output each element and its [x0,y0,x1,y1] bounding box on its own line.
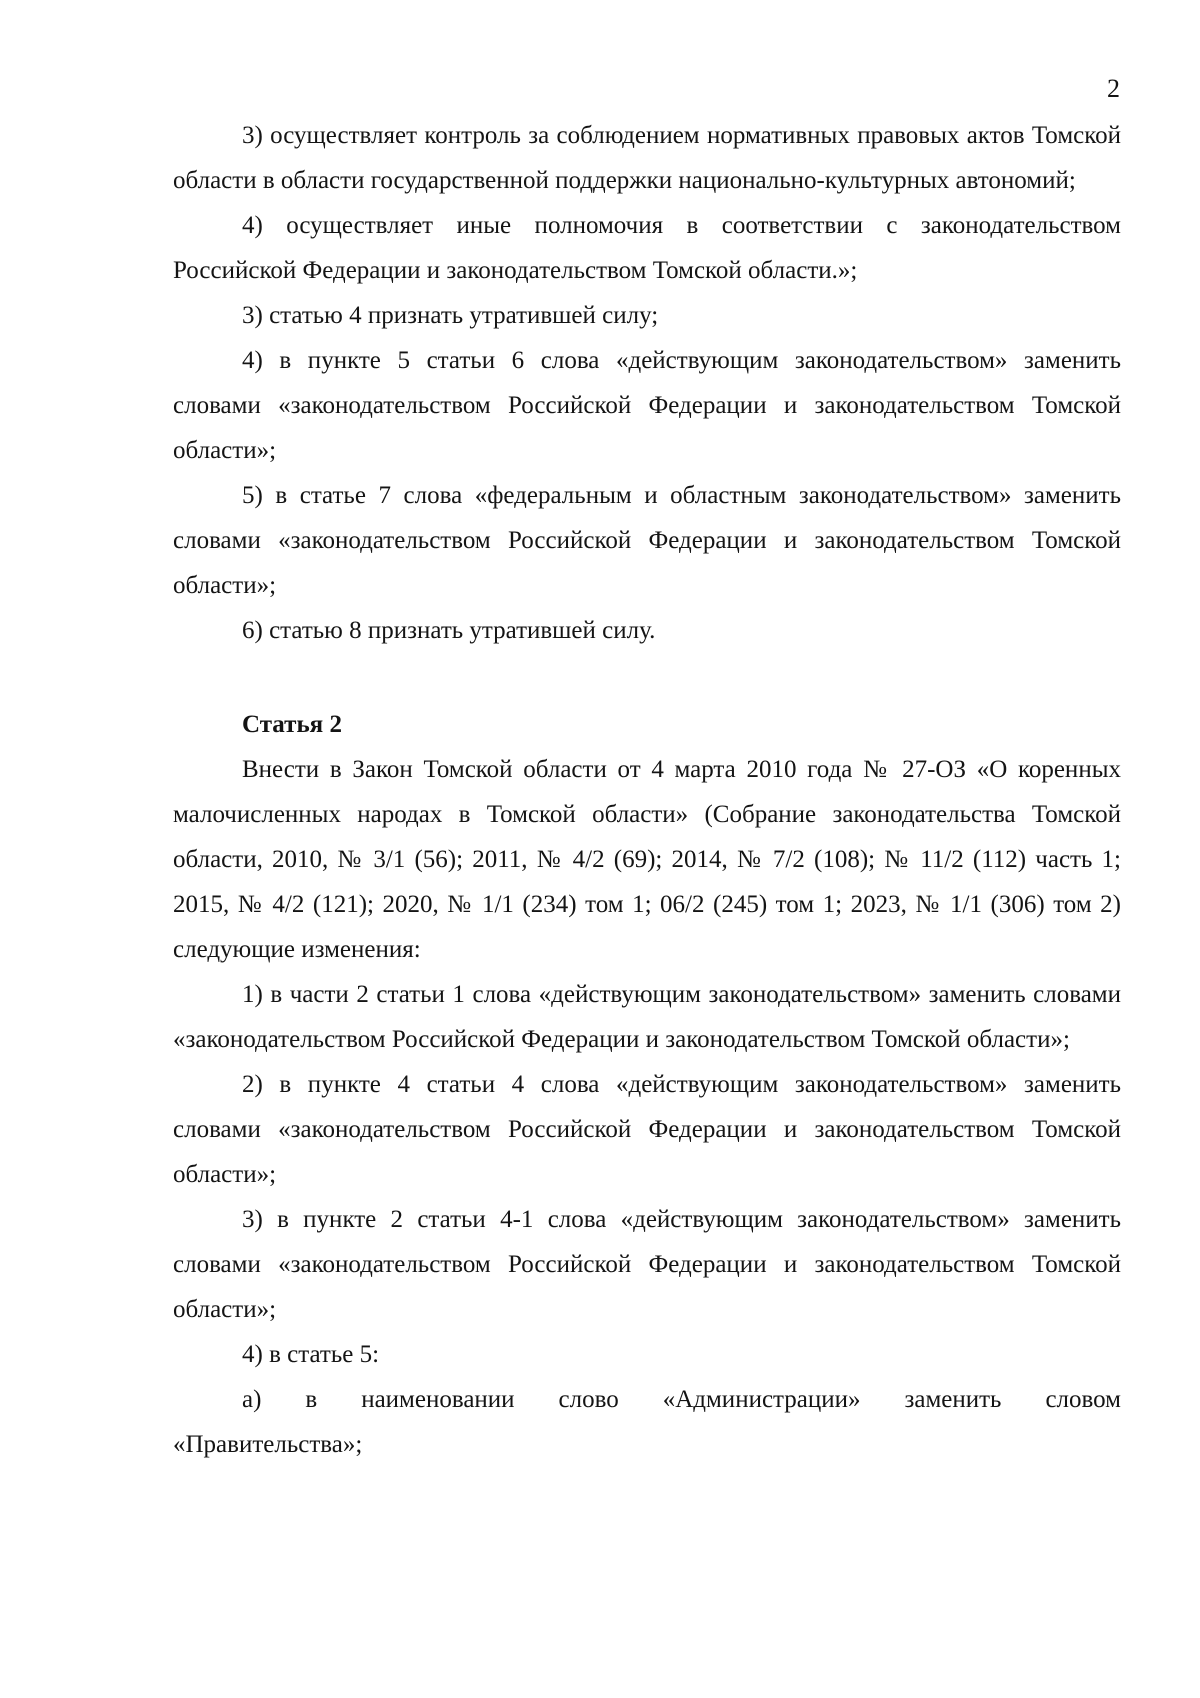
section-spacer [173,653,1121,702]
paragraph-item-3-article-4-1: 3) в пункте 2 статьи 4-1 слова «действующим законодательством» заменить словами «законодательством Российской Федерации и законодательством Томской области»; [173,1206,1121,1323]
paragraph-item-1-article-1: 1) в части 2 статьи 1 слова «действующим законодательством» заменить словами «законодательством Российской Федерации и законодательством Томской области»; [173,981,1121,1053]
paragraph-subitem-a: а) в наименовании слово «Администрации» заменить словом «Правительства»; [173,1386,1121,1458]
page-number: 2 [1107,74,1120,103]
article-heading: Статья 2 [242,711,342,738]
paragraph-item-3-article-4: 3) статью 4 признать утратившей силу; [242,302,659,329]
paragraph-item-4-article-5: 4) в статье 5: [242,1341,380,1368]
paragraph-item-2-article-4: 2) в пункте 4 статьи 4 слова «действующим законодательством» заменить словами «законодательством Российской Федерации и законодательством Томской области»; [173,1071,1121,1188]
paragraph-item-5-article-7: 5) в статье 7 слова «федеральным и областным законодательством» заменить словами «законодательством Российской Федерации и законодательством Томской области»; [173,482,1121,599]
paragraph-item-4-other-powers: 4) осуществляет иные полномочия в соответствии с законодательством Российской Федерации и законодательством Томской области.»; [173,212,1121,284]
paragraph-introduction: Внести в Закон Томской области от 4 марта 2010 года № 27-ОЗ «О коренных малочисленных народах в Томской области» (Собрание законодательства Томской области, 2010, № 3/1 (56); 2011, № 4/2 (69); 2014, № 7/2 (108); № 11/2 (112) часть 1; 2015, № 4/2 (121); 2020, № 1/1 (234) том 1; 06/2 (245) том 1; 2023, № 1/1 (306) том 2) следующие изменения: [173,756,1121,963]
paragraph-item-6-article-8: 6) статью 8 признать утратившей силу. [242,617,656,644]
paragraph-item-4-article-6: 4) в пункте 5 статьи 6 слова «действующим законодательством» заменить словами «законодательством Российской Федерации и законодательством Томской области»; [173,347,1121,464]
document-body [173,113,1121,1467]
paragraph-item-3-control: 3) осуществляет контроль за соблюдением нормативных правовых актов Томской области в области государственной поддержки национально-культурных автономий; [173,122,1121,194]
